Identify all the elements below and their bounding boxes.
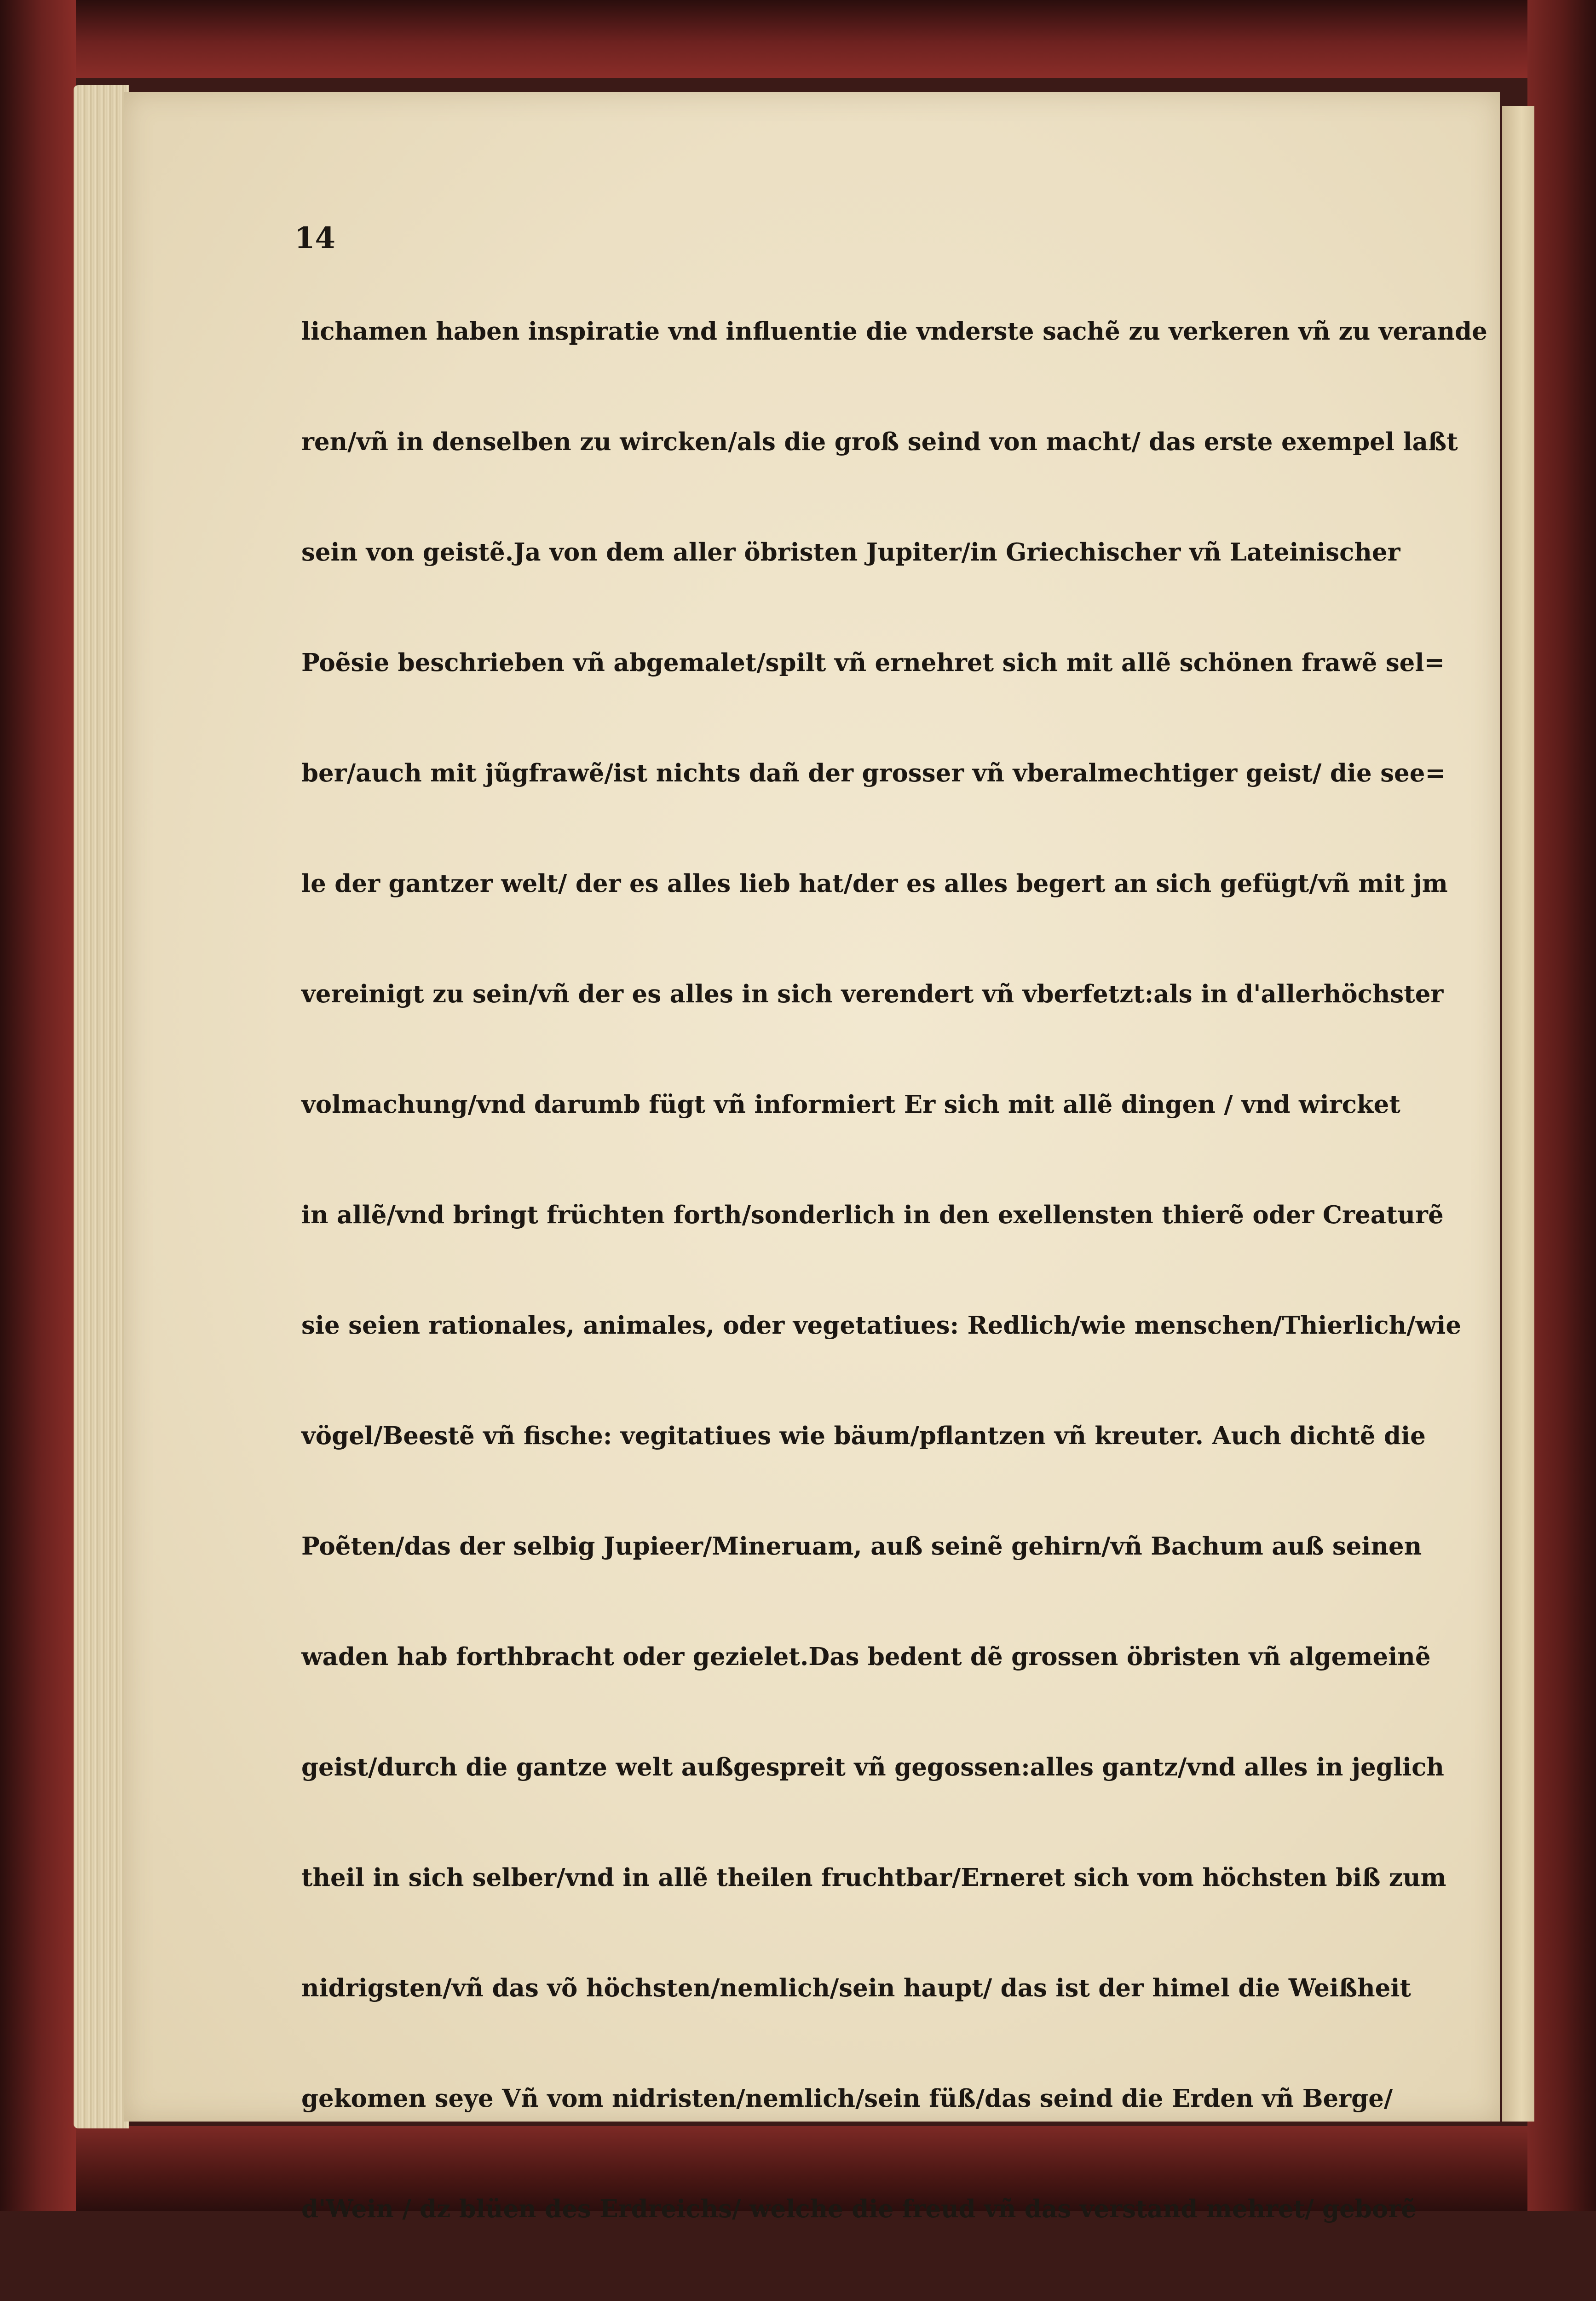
text-line: vereinigt zu sein/vñ der es alles in sich verendert vñ vberfetzt:als in d'allerhöchster [301, 980, 1444, 1008]
text-line: vögel/Beestẽ vñ fische: vegitatiues wie bäum/pflantzen vñ kreuter. Auch dichtẽ die [301, 1422, 1426, 1450]
text-line: Poẽten/das der selbig Jupieer/Mineruam, auß seinẽ gehirn/vñ Bachum auß seinen [301, 1532, 1422, 1561]
text-line: lichamen haben inspiratie vnd influentie die vnderste sachẽ zu verkeren vñ zu verande [301, 317, 1487, 346]
text-line: sein von geistẽ.Ja von dem aller öbristen Jupiter/in Griechischer vñ Lateinischer [301, 538, 1400, 567]
book-cover-right-edge [1527, 0, 1596, 2211]
text-line: Poẽsie beschrieben vñ abgemalet/spilt vñ ernehret sich mit allẽ schönen frawẽ sel= [301, 648, 1445, 677]
book-cover-top-edge [0, 0, 1596, 78]
page-body-text [301, 239, 1487, 2301]
text-line: sie seien rationales, animales, oder vegetatiues: Redlich/wie menschen/Thierlich/wie [301, 1311, 1462, 1340]
text-line: ren/vñ in denselben zu wircken/als die groß seind von macht/ das erste exempel laßt [301, 428, 1458, 456]
text-line: gekomen seye Vñ vom nidristen/nemlich/sein füß/das seind die Erden vñ Berge/ [301, 2084, 1393, 2113]
text-line: volmachung/vnd darumb fügt vñ informiert Er sich mit allẽ dingen / vnd wircket [301, 1090, 1400, 1119]
text-line: nidrigsten/vñ das võ höchsten/nemlich/sein haupt/ das ist der himel die Weißheit [301, 1974, 1412, 2002]
facing-page-strip [1502, 106, 1534, 2122]
text-line: ber/auch mit jũgfrawẽ/ist nichts dañ der grosser vñ vberalmechtiger geist/ die see= [301, 759, 1446, 787]
text-line: d'Wein / dz blüen des Erdreichs/ welche die freud vñ das verstand mehret/ geborẽ [301, 2195, 1417, 2223]
page-stack-edges [74, 85, 129, 2128]
text-line: theil in sich selber/vnd in allẽ theilen fruchtbar/Erneret sich vom höchsten biß zum [301, 1863, 1446, 1892]
text-line: geist/durch die gantze welt außgespreit vñ gegossen:alles gantz/vnd alles in jeglich [301, 1753, 1444, 1781]
book-cover-left-edge [0, 0, 76, 2211]
text-line: waden hab forthbracht oder gezielet.Das bedent dẽ grossen öbristen vñ algemeinẽ [301, 1642, 1431, 1671]
page-number: 14 [294, 221, 336, 255]
text-line: le der gantzer welt/ der es alles lieb hat/der es alles begert an sich gefügt/vñ mit jm [301, 869, 1448, 898]
text-line: in allẽ/vnd bringt früchten forth/sonderlich in den exellensten thierẽ oder Creaturẽ [301, 1201, 1444, 1229]
